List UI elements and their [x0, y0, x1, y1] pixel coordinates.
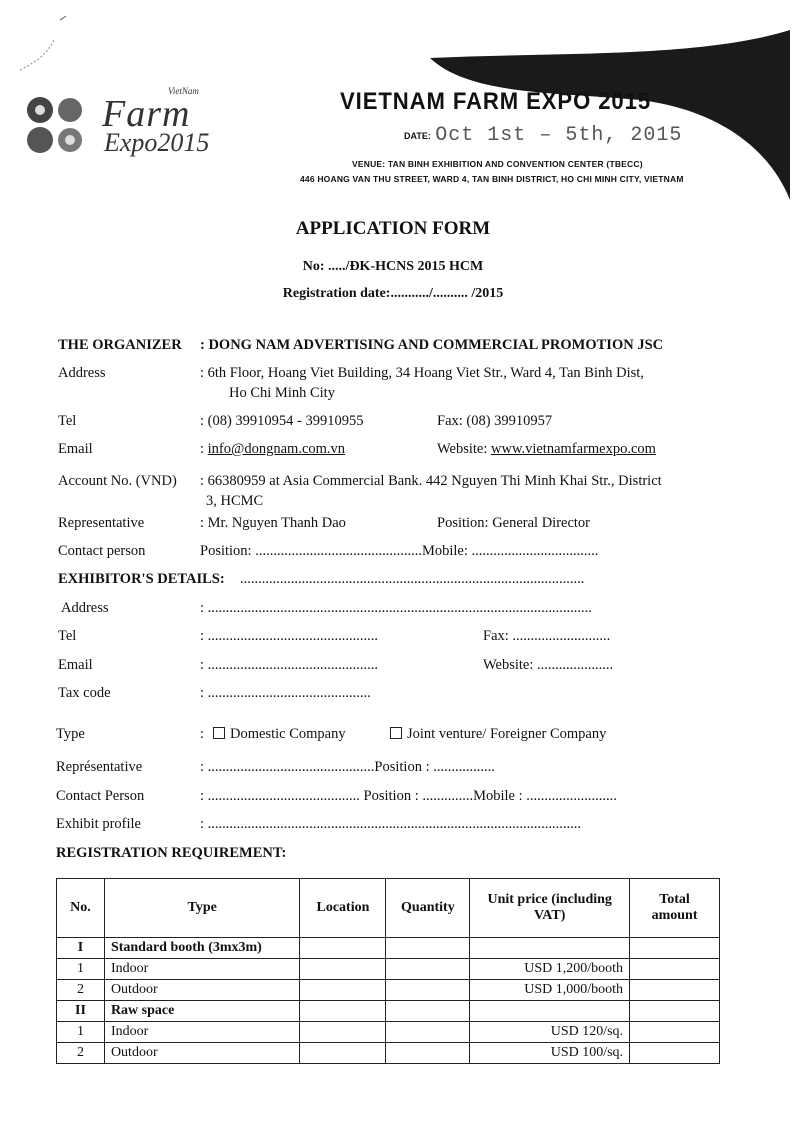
row-price: USD 1,200/booth — [470, 959, 630, 980]
organizer-tel-value: : (08) 39910954 - 39910955 — [200, 413, 364, 429]
row-quantity[interactable] — [386, 1022, 470, 1043]
registration-table — [56, 878, 720, 1064]
row-no: I — [57, 938, 105, 959]
foreign-checkbox[interactable] — [390, 727, 402, 739]
organizer-rep-position: Position: General Director — [437, 515, 591, 531]
organizer-contact-field[interactable]: Position: ..............................................Mobile: ................................... — [200, 543, 599, 559]
row-total[interactable] — [630, 959, 720, 980]
exhibitor-rep-label: Représentative — [56, 759, 143, 775]
row-type: Raw space — [104, 1001, 300, 1022]
exhibitor-address-field[interactable]: : .......................................................................................................... — [200, 600, 592, 616]
organizer-account-label: Account No. (VND) — [58, 473, 177, 489]
header-unit-price: Unit price (including VAT) — [470, 879, 630, 938]
row-location[interactable] — [300, 1043, 386, 1064]
header-quantity: Quantity — [386, 879, 470, 938]
expo-title: VIETNAM FARM EXPO 2015 — [340, 88, 652, 115]
organizer-account-line1: : 66380959 at Asia Commercial Bank. 442 Nguyen Thi Minh Khai Str., District — [200, 473, 662, 489]
exhibitor-label: EXHIBITOR'S DETAILS: — [58, 571, 225, 587]
form-title: APPLICATION FORM — [295, 218, 491, 239]
header-type: Type — [104, 879, 300, 938]
exhibitor-website-field[interactable]: Website: ..................... — [483, 657, 614, 673]
row-total[interactable] — [630, 1001, 720, 1022]
exhibitor-rep-field[interactable]: : ..............................................Position : ................. — [200, 759, 495, 775]
logo-farm-text: Farm — [102, 93, 191, 135]
row-location[interactable] — [300, 938, 386, 959]
exhibitor-profile-field[interactable]: : ....................................................................................................... — [200, 816, 582, 832]
type-foreign-label: Joint venture/ Foreigner Company — [407, 726, 607, 742]
organizer-name: : DONG NAM ADVERTISING AND COMMERCIAL PROMOTION JSC — [200, 337, 664, 353]
row-price — [470, 1001, 630, 1022]
venue-line: VENUE: TAN BINH EXHIBITION AND CONVENTION CENTER (TBECC) — [352, 159, 643, 169]
table-row — [57, 938, 720, 959]
exhibitor-email-field[interactable]: : ............................................... — [200, 657, 379, 673]
exhibitor-address-label: Address — [61, 600, 109, 616]
row-type: Indoor — [104, 1022, 300, 1043]
row-total[interactable] — [630, 1043, 720, 1064]
organizer-tel-label: Tel — [58, 413, 77, 429]
exhibitor-email-label: Email — [58, 657, 93, 673]
row-price: USD 120/sq. — [470, 1022, 630, 1043]
exhibitor-name-field[interactable]: ............................................................................................... — [240, 571, 585, 587]
organizer-email-label: Email — [58, 441, 93, 457]
row-no: 2 — [57, 1043, 105, 1064]
form-number: No: ...../ĐK-HCNS 2015 HCM — [302, 259, 484, 274]
organizer-contact-label: Contact person — [58, 543, 146, 559]
type-foreign-option[interactable] — [390, 726, 606, 743]
row-quantity[interactable] — [386, 959, 470, 980]
exhibitor-tax-field[interactable]: : ............................................. — [200, 685, 371, 701]
organizer-address-line1: : 6th Floor, Hoang Viet Building, 34 Hoang Viet Str., Ward 4, Tan Binh Dist, — [200, 365, 644, 381]
exhibitor-tax-label: Tax code — [58, 685, 111, 701]
row-quantity[interactable] — [386, 938, 470, 959]
organizer-label: THE ORGANIZER — [58, 337, 182, 353]
domestic-checkbox[interactable] — [213, 727, 225, 739]
row-price: USD 100/sq. — [470, 1043, 630, 1064]
organizer-account-line2: 3, HCMC — [206, 493, 264, 509]
table-row — [57, 1022, 720, 1043]
organizer-rep-label: Representative — [58, 515, 145, 531]
type-domestic-option[interactable] — [213, 726, 346, 743]
row-location[interactable] — [300, 1001, 386, 1022]
row-no: II — [57, 1001, 105, 1022]
row-price — [470, 938, 630, 959]
organizer-email-link[interactable]: info@dongnam.com.vn — [207, 441, 346, 457]
logo-expo-text: Expo2015 — [104, 128, 210, 157]
organizer-address-label: Address — [58, 365, 106, 381]
row-location[interactable] — [300, 1022, 386, 1043]
row-no: 2 — [57, 980, 105, 1001]
table-header-row — [57, 879, 720, 938]
registration-date: Registration date:.........../.......... /2015 — [282, 286, 504, 301]
exhibitor-profile-label: Exhibit profile — [56, 816, 141, 832]
date-label: DATE: — [404, 130, 431, 141]
exhibitor-contact-field[interactable]: : .......................................... Position : ..............Mobile : ......................... — [200, 788, 617, 804]
row-quantity[interactable] — [386, 980, 470, 1001]
row-type: Outdoor — [104, 980, 300, 1001]
table-row — [57, 1043, 720, 1064]
row-no: 1 — [57, 959, 105, 980]
organizer-email — [200, 441, 345, 458]
exhibitor-type-colon: : — [200, 726, 205, 742]
organizer-rep-value: : Mr. Nguyen Thanh Dao — [200, 515, 346, 531]
header-location: Location — [300, 879, 386, 938]
organizer-website-link[interactable]: www.vietnamfarmexpo.com — [491, 441, 656, 457]
exhibitor-fax-field[interactable]: Fax: ........................... — [483, 628, 611, 644]
row-type: Indoor — [104, 959, 300, 980]
row-quantity[interactable] — [386, 1001, 470, 1022]
row-no: 1 — [57, 1022, 105, 1043]
website-prefix: Website: — [437, 441, 491, 457]
header-total-amount: Total amount — [630, 879, 720, 938]
row-total[interactable] — [630, 1022, 720, 1043]
organizer-address-line2: Ho Chi Minh City — [229, 385, 335, 401]
exhibitor-tel-label: Tel — [58, 628, 77, 644]
row-price: USD 1,000/booth — [470, 980, 630, 1001]
exhibitor-tel-field[interactable]: : ............................................... — [200, 628, 379, 644]
row-location[interactable] — [300, 980, 386, 1001]
header-no: No. — [57, 879, 105, 938]
email-prefix: : — [200, 441, 208, 457]
logo-icon — [18, 90, 98, 160]
organizer-fax-value: Fax: (08) 39910957 — [437, 413, 553, 429]
table-row — [57, 1001, 720, 1022]
organizer-website — [437, 441, 656, 458]
logo-small-text: VietNam — [168, 86, 199, 96]
requirement-label: REGISTRATION REQUIREMENT: — [56, 845, 287, 861]
table-row — [57, 959, 720, 980]
venue-address: 446 HOANG VAN THU STREET, WARD 4, TAN BINH DISTRICT, HO CHI MINH CITY, VIETNAM — [300, 174, 684, 184]
date-value: Oct 1st – 5th, 2015 — [435, 124, 683, 147]
row-location[interactable] — [300, 959, 386, 980]
row-type: Outdoor — [104, 1043, 300, 1064]
exhibitor-type-label: Type — [56, 726, 85, 742]
exhibitor-contact-label: Contact Person — [56, 788, 145, 804]
row-total[interactable] — [630, 938, 720, 959]
row-type: Standard booth (3mx3m) — [104, 938, 300, 959]
type-domestic-label: Domestic Company — [230, 726, 346, 742]
row-total[interactable] — [630, 980, 720, 1001]
table-row — [57, 980, 720, 1001]
row-quantity[interactable] — [386, 1043, 470, 1064]
expo-date — [404, 124, 682, 147]
